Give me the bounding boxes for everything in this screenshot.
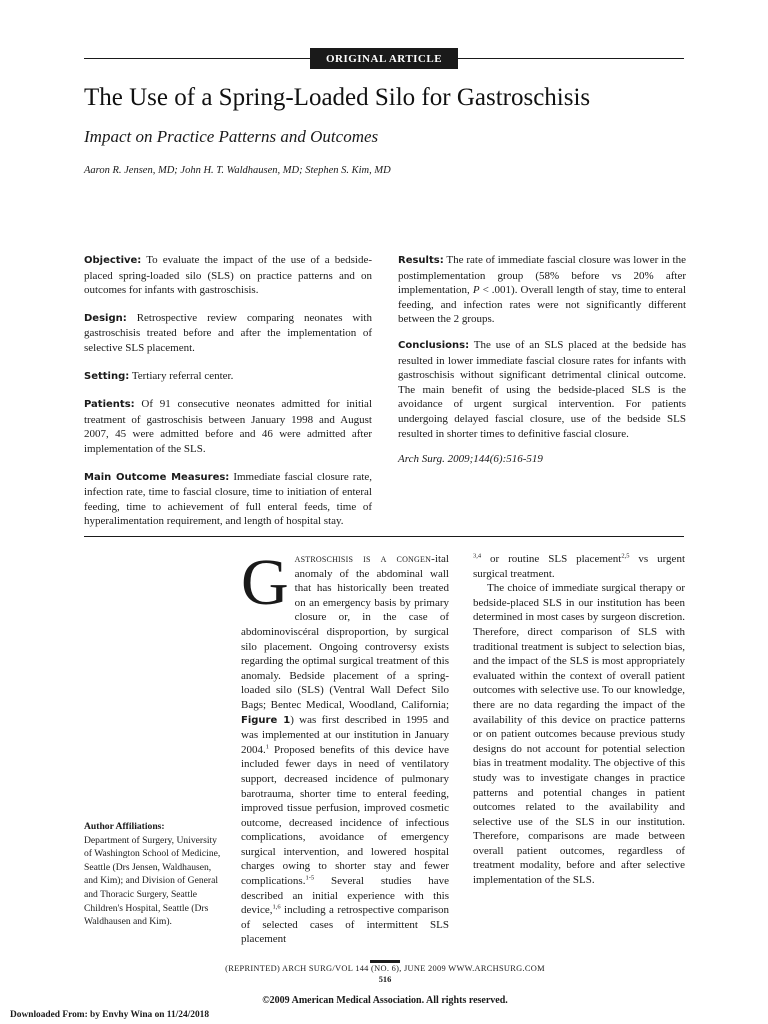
- abstract-results: [398, 253, 686, 327]
- objective-text: To evaluate the impact of the use of a bedside-placed spring-loaded silo (SLS) on practice patterns and on outcomes for infants with gastroschisis.: [84, 254, 372, 297]
- download-stamp: Downloaded From: by Envhy Wina on 11/24/2018: [10, 1010, 210, 1020]
- body-paragraph-1a: ital anomaly of the abdominal wall that has historically been treated on an emergency basis by primary closure or, in the case of abdominoviscéral disproportion, by surgical silo placement. Ongoing controversy exists regarding the optimal surgical treatment of this anomaly. Bedside placement of a spring-loaded silo (SLS) (Ventral Wall Defect Silo Bags; Bentec Medical, Woodland, California;: [241, 553, 449, 711]
- abstract-right-column: [398, 253, 686, 480]
- abstract-setting: [84, 369, 372, 385]
- results-p-symbol: P: [472, 284, 480, 297]
- copyright-notice: ©2009 American Medical Association. All rights reserved.: [262, 995, 508, 1006]
- abstract-patients: [84, 397, 372, 456]
- body-paragraph-1c: Proposed benefits of this device have included fewer days in need of ventilatory support, decreased incidence of pulmonary barotrauma, shorter time to enteral feeding, improved tissue perfusion, improved cosmetic outcome, decreased incidence of infectious complications, avoidance of emergency surgical intervention, and lowered hospital charges owing to shorter stay and fewer complications.: [241, 743, 449, 888]
- design-label: Design:: [84, 312, 127, 324]
- abstract-rule: [84, 536, 684, 537]
- footer-journal-line: (REPRINTED) ARCH SURG/VOL 144 (NO. 6), JUNE 2009 WWW.ARCHSURG.COM: [225, 964, 545, 973]
- page-number: 516: [378, 975, 392, 984]
- results-label: Results:: [398, 255, 444, 266]
- article-title: The Use of a Spring-Loaded Silo for Gastroschisis: [84, 84, 591, 111]
- body-column-right: [473, 552, 685, 888]
- citation: Arch Surg. 2009;144(6):516-519: [398, 453, 543, 466]
- author-list: Aaron R. Jensen, MD; John H. T. Waldhausen, MD; Stephen S. Kim, MD: [84, 165, 391, 176]
- article-subtitle: Impact on Practice Patterns and Outcomes: [84, 127, 379, 146]
- drop-cap: G: [241, 546, 289, 619]
- body-paragraph-1g: vs urgent surgical treatment.: [473, 553, 685, 580]
- affiliations-text: Department of Surgery, University of Washington School of Medicine, Seattle (Drs Jensen, Waldhausen, and Kim); and Division of General and Thoracic Surgery, Seattle Children's Hospital, Seattle (Drs Waldhausen and Kim).: [84, 834, 221, 928]
- patients-text: Of 91 consecutive neonates admitted for initial treatment of gastroschisis between January 1998 and August 2007, 45 were admitted before and 46 were admitted after implementation of the SLS.: [84, 398, 372, 455]
- abstract-objective: [84, 253, 372, 298]
- body-paragraph-1f: or routine SLS placement: [481, 553, 622, 565]
- abstract-measures: [84, 470, 372, 529]
- abstract-conclusions: [398, 338, 686, 441]
- ref-1[interactable]: 1: [265, 743, 269, 751]
- measures-text: Immediate fascial closure rate, infection rate, time to fascial closure, time to initiation of enteral feeding, time to achievement of full enteral feeds, time of hyperalimentation requirement, and length of hospital stay.: [84, 470, 373, 528]
- page-marker: [370, 960, 400, 963]
- ref-3-4[interactable]: 3,4: [473, 552, 482, 560]
- setting-text: Tertiary referral center.: [131, 369, 234, 382]
- results-text-2: < .001). Overall length of stay, time to enteral feeding, and infection rates were not significantly different between the 2 groups.: [398, 284, 686, 326]
- design-text: Retrospective review comparing neonates with gastroschisis treated before and after the implementation of selective SLS placement.: [84, 311, 372, 354]
- ref-1-6[interactable]: 1,6: [272, 903, 281, 911]
- setting-label: Setting:: [84, 370, 130, 382]
- body-paragraph-2: The choice of immediate surgical therapy or bedside-placed SLS in our institution has been determined in most cases by surgeon discretion. Therefore, direct comparison of SLS with traditional treatment is subject to selection bias, and the impact of the SLS is most appropriately evaluated within the context of overall patient outcomes with selective use. To our knowledge, there are no data regarding the impact of the availability of this device on practice patterns or on patient outcomes because previous study designs do not account for potential selection bias in treatment modality. The objective of this study was to investigate changes in practice patterns and potential changes in patient outcomes related to the availability and selective use of the SLS in our institution. Therefore, comparisons are made between overall patient outcomes, regardless of treatment modality, before and after selective implementation of the SLS.: [473, 582, 685, 887]
- conclusions-label: Conclusions:: [398, 339, 470, 351]
- body-column-middle: [241, 546, 449, 947]
- ref-2-5[interactable]: 2,5: [621, 552, 630, 560]
- affiliations-heading: Author Affiliations:: [84, 821, 165, 832]
- measures-label: Main Outcome Measures:: [84, 471, 230, 483]
- patients-label: Patients:: [84, 399, 135, 411]
- abstract-left-column: [84, 253, 372, 542]
- objective-label: Objective:: [84, 255, 142, 266]
- ref-1-5[interactable]: 1-5: [305, 874, 315, 882]
- results-text-1: The rate of immediate fascial closure was lower in the postimplementation group (58% before vs 20% after implementation,: [398, 254, 686, 297]
- lead-in-text: astroschisis is a congen-: [294, 553, 435, 565]
- figure-1-link[interactable]: Figure 1: [241, 714, 291, 726]
- abstract-design: [84, 311, 372, 356]
- section-tag: ORIGINAL ARTICLE: [310, 48, 458, 69]
- conclusions-text: The use of an SLS placed at the bedside has resulted in lower immediate fascial closure rates for infants with gastroschisis without significant detrimental clinical outcome. The main benefit of using the bedside-placed SLS is the avoidance of urgent surgical intervention. For patients undergoing delayed fascial closure, use of the bedside SLS resulted in shorter times to definitive fascial closure.: [398, 338, 686, 440]
- body-paragraph-1e: including a retrospective comparison of selected cases of intermittent SLS placement: [241, 904, 449, 946]
- body-paragraph-1b: ) was first described in 1995 and was implemented at our institution in January 2004.: [241, 713, 449, 756]
- body-paragraph-1d: Several studies have described an initial experience with this device,: [241, 875, 449, 917]
- author-affiliations: [84, 820, 224, 929]
